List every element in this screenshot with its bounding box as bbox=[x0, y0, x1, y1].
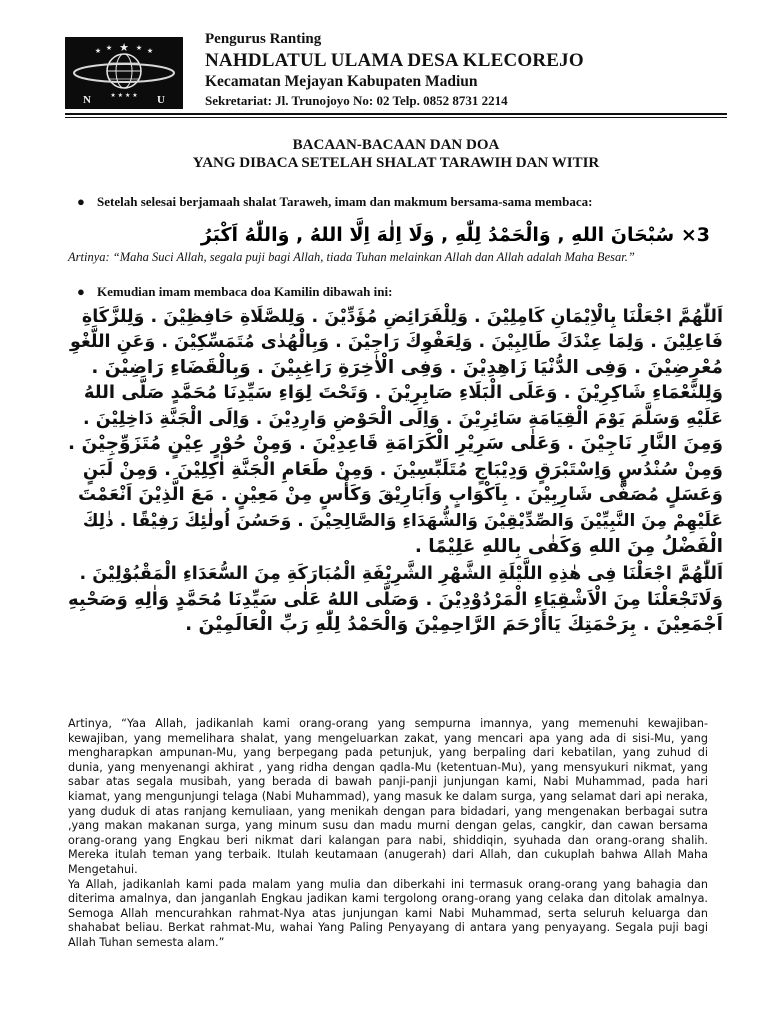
svg-text:N: N bbox=[83, 94, 91, 106]
nu-emblem-icon bbox=[65, 37, 183, 109]
doa-translation bbox=[68, 717, 708, 951]
doa-line: مُعْرِضِيْنَ . وَفِى الدُّنْيَا زَاهِدِيْنَ . وَفِى الْاٰخِرَةِ رَاغِبِيْنَ . وَبِالْقَضَاءِ رَاضِيْنَ . bbox=[91, 357, 723, 378]
document-subtitle: YANG DIBACA SETELAH SHALAT TARAWIH DAN WITIR bbox=[192, 155, 600, 171]
svg-text:★: ★ bbox=[146, 47, 154, 55]
tasbih-text: سُبْحَانَ اللهِ , وَالْحَمْدُ لِلّٰهِ , وَلَا اِلٰهَ اِلَّا اللهُ , وَاللّٰهُ اَكْبَرُ bbox=[200, 224, 675, 246]
nu-logo bbox=[65, 37, 183, 109]
doa-line: عَلَيْهِ وَسَلَّمَ يَوْمَ الْقِيَامَةِ سَائِرِيْنَ . وَاِلَى الْحَوْضِ وَارِدِيْنَ . وَاِلَى الْجَنَّةِ دَاخِلِيْنَ . bbox=[82, 409, 723, 429]
doa-line: وَمِنَ النَّارِ نَاجِيْنَ . وَعَلٰى سَرِيْرِ الْكَرَامَةِ قَاعِدِيْنَ . وَمِنْ حُوْرٍ عِيْنٍ مُتَزَوِّجِيْنَ . bbox=[68, 433, 723, 454]
svg-text:★: ★ bbox=[119, 41, 129, 54]
svg-text:★: ★ bbox=[94, 47, 102, 55]
bullet-1: ● bbox=[77, 194, 85, 209]
doa-line: عَلَيْهِمْ مِنَ النَّبِيِّيْنَ وَالصِّدِّيْقِيْنَ وَالشُّهَدَاءِ وَالصَّالِحِيْنَ . وَحَسُنَ اُولٰئِكَ رَفِيْقًا . ذٰلِكَ bbox=[82, 511, 723, 531]
doa-line: اَجْمَعِيْنَ . بِرَحْمَتِكَ يَاأَرْحَمَ الرَّاحِمِيْنَ وَالْحَمْدُ لِلّٰهِ رَبِّ الْعَالَمِيْنَ . bbox=[185, 614, 723, 635]
doa-line: اَللّٰهُمَّ اجْعَلْنَا بِالْاِيْمَانِ كَامِلِيْنَ . وَلِلْفَرَائِضِ مُؤَدِّيْنَ . وَلِلصَّلَاةِ حَافِظِيْنَ . وَلِلزَّكَاةِ bbox=[81, 307, 723, 327]
header-divider-thin bbox=[65, 117, 727, 118]
svg-text:★ ★ ★ ★: ★ ★ ★ ★ bbox=[110, 92, 138, 99]
doa-line: فَاعِلِيْنَ . وَلِمَا عِنْدَكَ طَالِبِيْنَ . وَلِعَفْوِكَ رَاجِيْنَ . وَبِالْهُدٰى مُتَمَسِّكِيْنَ . وَعَنِ اللَّغْوِ bbox=[69, 332, 723, 352]
bullet-2: ● bbox=[77, 284, 85, 299]
svg-text:★: ★ bbox=[135, 44, 143, 52]
letterhead-district: Kecamatan Mejayan Kabupaten Madiun bbox=[205, 73, 478, 90]
doa-line: اَللّٰهُمَّ اجْعَلْنَا فِى هٰذِهِ اللَّيْلَةِ الشَّهْرِ الشَّرِيْفَةِ الْمُبَارَكَةِ مِنَ السُّعَدَاءِ الْمَقْبُوْلِيْنَ . bbox=[79, 564, 723, 584]
translation-paragraph-1: Artinya, “Yaa Allah, jadikanlah kami orang-orang yang sempurna imannya, yang memenuhi kewajiban- kewajiban, yang memelihara shalat, yang mengeluarkan zakat, yang mencari apa yang ada di sisi-Mu, yang mengharapkan ampunan-Mu, yang berpegang pada petunjuk, yang berpaling dari kebatilan, yang zuhud di dunia, yang menyenangi akhirat , yang ridha dengan qadla-Mu (ketentuan-Mu), yang mensyukuri nikmat, yang sabar atas segala musibah, yang berada di bawah panji-panji junjungan kami, Nabi Muhammad, pada hari kiamat, yang mengunjungi telaga (Nabi Muhammad), yang masuk ke dalam surga, yang selamat dari api neraka, yang duduk di atas ranjang kemuliaan, yang menikah dengan para bidadari, yang mengenakan berbagai sutra ,yang makan makanan surga, yang minum susu dan madu murni dengan gelas, cangkir, dan cawan bersama orang-orang yang Engkau beri nikmat dari kalangan para nabi, shiddiqin, syuhada dan orang-orang shalih. Mereka itulah teman yang terbaik. Itulah keutamaan (anugerah) dari Allah, dan cukuplah bahwa Allah Maha Mengetahui. bbox=[68, 717, 708, 876]
doa-line: الْفَضْلُ مِنَ اللهِ وَكَفٰى بِاللهِ عَلِيْمًا . bbox=[414, 536, 723, 557]
tasbih-translation: Artinya: “Maha Suci Allah, segala puji bagi Allah, tiada Tuhan melainkan Allah dan Allah adalah Maha Besar.” bbox=[68, 250, 635, 264]
document-title: BACAAN-BACAAN DAN DOA bbox=[292, 137, 500, 153]
doa-line: وَلِلنَّعْمَاءِ شَاكِرِيْنَ . وَعَلَى الْبَلَاءِ صَابِرِيْنَ . وَتَحْتَ لِوَاءِ سَيِّدِنَا مُحَمَّدٍ صَلَّى اللهُ bbox=[83, 382, 723, 403]
letterhead-address: Sekretariat: Jl. Trunojoyo No: 02 Telp. 0852 8731 2214 bbox=[205, 93, 508, 108]
letterhead-organization: NAHDLATUL ULAMA DESA KLECOREJO bbox=[205, 50, 584, 71]
svg-text:U: U bbox=[157, 94, 165, 106]
svg-text:★: ★ bbox=[105, 44, 113, 52]
header-divider-thick bbox=[65, 113, 727, 115]
doa-line: وَمِنْ سُنْدُسٍ وَاِسْتَبْرَقٍ وَدِيْبَاجٍ مُتَلَبِّسِيْنَ . وَمِنْ طَعَامِ الْجَنَّةِ اٰكِلِيْنَ . وَمِنْ لَبَنٍ bbox=[82, 459, 723, 480]
section2-instruction: Kemudian imam membaca doa Kamilin dibawah ini: bbox=[97, 284, 393, 299]
tasbih-arabic bbox=[170, 224, 710, 246]
letterhead-line1: Pengurus Ranting bbox=[205, 31, 322, 47]
letterhead bbox=[205, 29, 725, 111]
doa-line: وَعَسَلٍ مُصَفًّى شَارِبِيْنَ . بِاَكْوَابٍ وَاَبَارِيْقَ وَكَأْسٍ مِنْ مَعِيْنٍ . مَعَ الَّذِيْنَ اَنْعَمْتَ bbox=[77, 484, 723, 505]
section1-instruction: Setelah selesai berjamaah shalat Taraweh, imam dan makmum bersama-sama membaca: bbox=[97, 194, 593, 209]
doa-line: وَلَاتَجْعَلْنَا مِنَ الْاَشْقِيَاءِ الْمَرْدُوْدِيْنَ . وَصَلَّى اللهُ عَلٰى سَيِّدِنَا مُحَمَّدٍ وَاٰلِهِ وَصَحْبِهِ bbox=[68, 589, 723, 610]
translation-paragraph-2: Ya Allah, jadikanlah kami pada malam yang mulia dan diberkahi ini termasuk orang-orang yang bahagia dan diterima amalnya, dan janganlah Engkau jadikan kami tergolong orang-orang yang celaka dan ditolak amalnya. Semoga Allah mencurahkan rahmat-Nya atas junjungan kami Nabi Muhammad, serta seluruh keluarga dan shahabat beliau. Berkat rahmat-Mu, wahai Yang Paling Penyayang di antara yang penyayang. Segala puji bagi Allah Tuhan semesta alam.” bbox=[68, 877, 708, 949]
tasbih-times: 3× bbox=[680, 224, 710, 246]
